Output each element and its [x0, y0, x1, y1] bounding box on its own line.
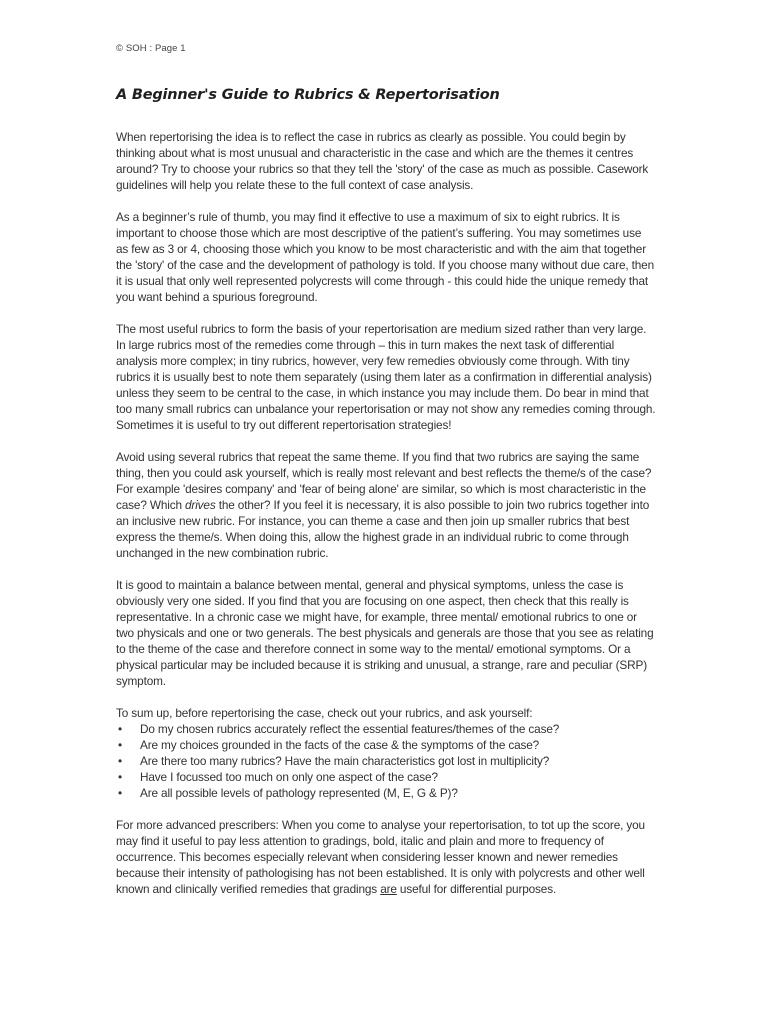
- paragraph-avoid-repetition-part-1: Avoid using several rubrics that repeat the same theme. If you find that two rubrics are saying the same thing, then you could ask yourself, which is really most relevant and best reflects the theme/s of the case? For example 'desires company' and 'fear of being alone' are similar, so which is most characteristic in the case? Which: [116, 450, 652, 512]
- bullet-icon: •: [118, 786, 122, 800]
- checklist-item-text: Are there too many rubrics? Have the main characteristics got lost in multiplicity?: [140, 754, 550, 768]
- document-body: [116, 129, 656, 913]
- paragraph-avoid-repetition-part-2: the other? If you feel it is necessary, it is also possible to join two rubrics together into an inclusive new rubric. For instance, you can theme a case and then join up smaller rubrics that best express the theme/s. When doing this, allow the highest grade in an individual rubric to come through unchanged in the new combination rubric.: [116, 498, 650, 560]
- paragraph-balance: It is good to maintain a balance between mental, general and physical symptoms, unless the case is obviously very one sided. If you find that you are focusing on one aspect, then check that this really is representative. In a chronic case we might have, for example, three mental/ emotional rubrics to one or two physicals and one or two generals. The best physicals and generals are those that you see as relating to the theme of the case and therefore connect in some way to the mental/ emotional symptoms. Or a physical particular may be included because it is striking and unusual, a strange, rare and peculiar (SRP) symptom.: [116, 578, 654, 688]
- checklist-item: [116, 785, 656, 801]
- paragraph-avoid-repetition: [116, 449, 656, 561]
- checklist-item-text: Do my chosen rubrics accurately reflect the essential features/themes of the case?: [140, 722, 560, 736]
- paragraph-sum-up: To sum up, before repertorising the case, check out your rubrics, and ask yourself:: [116, 706, 533, 720]
- paragraph-rule-of-thumb: As a beginner’s rule of thumb, you may find it effective to use a maximum of six to eight rubrics. It is important to choose those which are most descriptive of the patient’s suffering. You may sometimes use as few as 3 or 4, choosing those which you know to be most characteristic and with the aim that together the 'story' of the case and the development of pathology is told. If you choose many without due care, then it is usual that only well represented polycrests will come through - this could hide the unique remedy that you want behind a spurious foreground.: [116, 210, 655, 304]
- document-title: A Beginner's Guide to Rubrics & Repertorisation: [116, 87, 500, 103]
- checklist-item-text: Have I focussed too much on only one aspect of the case?: [140, 770, 438, 784]
- paragraph-advanced-part-2: useful for differential purposes.: [396, 882, 557, 896]
- bullet-icon: •: [118, 738, 122, 752]
- checklist-item-text: Are all possible levels of pathology represented (M, E, G & P)?: [140, 786, 458, 800]
- underlined-are: are: [380, 882, 397, 896]
- paragraph-intro: When repertorising the idea is to reflect the case in rubrics as clearly as possible. You could begin by thinking about what is most unusual and characteristic in the case and which are the themes it centres around? Try to choose your rubrics so that they tell the 'story' of the case as much as possible. Casework guidelines will help you relate these to the full context of case analysis.: [116, 130, 649, 192]
- page-header-note: © SOH : Page 1: [116, 43, 186, 54]
- checklist-item: [116, 769, 656, 785]
- checklist: [116, 721, 656, 801]
- bullet-icon: •: [118, 722, 122, 736]
- paragraph-advanced: [116, 817, 656, 897]
- paragraph-advanced-part-1: For more advanced prescribers: When you come to analyse your repertorisation, to tot up the score, you may find it useful to pay less attention to gradings, bold, italic and plain and more to frequency of occurrence. This becomes especially relevant when considering lesser known and newer remedies because their intensity of pathologising has not been established. It is only with polycrests and other well known and clinically verified remedies that gradings: [116, 818, 645, 896]
- checklist-item: [116, 753, 656, 769]
- checklist-item: [116, 721, 656, 737]
- bullet-icon: •: [118, 770, 122, 784]
- bullet-icon: •: [118, 754, 122, 768]
- checklist-item: [116, 737, 656, 753]
- checklist-item-text: Are my choices grounded in the facts of the case & the symptoms of the case?: [140, 738, 540, 752]
- paragraph-rubric-size: The most useful rubrics to form the basis of your repertorisation are medium sized rather than very large. In large rubrics most of the remedies come through – this in turn makes the next task of differential analysis more complex; in tiny rubrics, however, very few remedies obviously come through. With tiny rubrics it is usually best to note them separately (using them later as a confirmation in differential analysis) unless they seem to be central to the case, in which instance you may include them. Do bear in mind that too many small rubrics can unbalance your repertorisation or may not show any remedies coming through. Sometimes it is useful to try out different repertorisation strategies!: [116, 322, 656, 432]
- emphasis-drives: drives: [185, 498, 216, 512]
